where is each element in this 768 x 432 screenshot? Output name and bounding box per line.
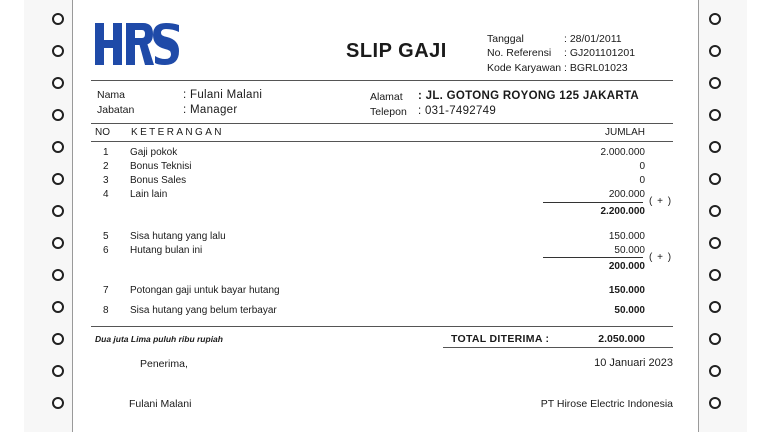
row-desc: Lain lain	[130, 189, 168, 200]
row-desc: Gaji pokok	[130, 147, 178, 158]
nama-label: Nama	[97, 89, 126, 101]
feed-hole	[52, 397, 64, 409]
feed-hole	[709, 45, 721, 57]
row-no: 4	[103, 189, 109, 200]
feed-hole	[52, 45, 64, 57]
receiver-name: Fulani Malani	[129, 398, 192, 410]
right-feed-strip	[698, 0, 747, 432]
feed-hole	[52, 365, 64, 377]
feed-hole	[709, 237, 721, 249]
row-no: 8	[103, 305, 109, 316]
feed-hole	[709, 77, 721, 89]
alamat-label: Alamat	[370, 91, 403, 103]
plus-mark: ( + )	[649, 196, 673, 207]
row-no: 3	[103, 175, 109, 186]
row-desc: Sisa hutang yang belum terbayar	[130, 305, 277, 316]
feed-hole	[52, 205, 64, 217]
row-amount: 50.000	[614, 245, 645, 256]
feed-hole	[52, 109, 64, 121]
feed-hole	[709, 109, 721, 121]
meta-label: No. Referensi	[487, 47, 552, 59]
feed-hole	[52, 237, 64, 249]
feed-hole	[709, 141, 721, 153]
jabatan-label: Jabatan	[97, 104, 135, 116]
feed-hole	[709, 13, 721, 25]
row-amount: 200.000	[608, 189, 645, 200]
feed-hole	[52, 173, 64, 185]
row-desc: Sisa hutang yang lalu	[130, 231, 226, 242]
divider	[91, 326, 673, 327]
total-label: TOTAL DITERIMA :	[451, 333, 550, 345]
meta-label: Kode Karyawan	[487, 62, 562, 74]
subtotal-amount: 2.200.000	[600, 206, 645, 217]
plus-mark: ( + )	[649, 252, 673, 263]
feed-hole	[709, 397, 721, 409]
page-title: SLIP GAJI	[346, 40, 447, 62]
feed-hole	[52, 301, 64, 313]
row-no: 6	[103, 245, 109, 256]
feed-hole	[709, 365, 721, 377]
jabatan-value: : Manager	[183, 104, 238, 116]
row-desc: Potongan gaji untuk bayar hutang	[130, 285, 280, 296]
feed-hole	[52, 13, 64, 25]
row-no: 2	[103, 161, 109, 172]
row-desc: Bonus Sales	[130, 175, 187, 186]
company-name: PT Hirose Electric Indonesia	[540, 398, 673, 410]
divider	[91, 123, 673, 124]
feed-hole	[52, 77, 64, 89]
nama-value: : Fulani Malani	[183, 89, 263, 101]
divider	[91, 141, 673, 142]
col-keterangan: KETERANGAN	[131, 127, 224, 138]
col-jumlah: JUMLAH	[604, 127, 645, 138]
feed-hole	[709, 173, 721, 185]
meta-value: : BGRL01023	[564, 62, 628, 74]
row-amount: 0	[639, 161, 645, 172]
alamat-value: : JL. GOTONG ROYONG 125 JAKARTA	[418, 90, 640, 102]
feed-hole	[52, 269, 64, 281]
feed-hole	[52, 141, 64, 153]
telepon-value: : 031-7492749	[418, 105, 497, 117]
row-desc: Bonus Teknisi	[130, 161, 192, 172]
feed-hole	[709, 301, 721, 313]
feed-hole	[709, 205, 721, 217]
left-feed-strip	[24, 0, 73, 432]
row-no: 7	[103, 285, 109, 296]
row-amount: 0	[639, 175, 645, 186]
meta-value: : 28/01/2011	[564, 33, 622, 45]
telepon-label: Telepon	[370, 106, 407, 118]
meta-value: : GJ201101201	[564, 47, 636, 59]
subtotal-line	[543, 202, 643, 203]
row-desc: Hutang bulan ini	[130, 245, 203, 256]
row-amount: 150.000	[608, 231, 645, 242]
penerima-label: Penerima,	[140, 358, 188, 370]
amount-in-words: Dua juta Lima puluh ribu rupiah	[95, 334, 223, 344]
signature-date: 10 Januari 2023	[594, 357, 673, 369]
row-no: 5	[103, 231, 109, 242]
row-amount: 2.000.000	[600, 147, 645, 158]
subtotal-line	[543, 257, 643, 258]
feed-hole	[709, 333, 721, 345]
salary-slip	[73, 0, 697, 432]
subtotal-amount: 200.000	[608, 261, 645, 272]
meta-label: Tanggal	[487, 33, 524, 45]
row-amount: 150.000	[608, 285, 645, 296]
hrs-logo	[95, 21, 179, 67]
col-no: NO	[95, 127, 110, 138]
row-no: 1	[103, 147, 109, 158]
divider	[91, 80, 673, 81]
feed-hole	[52, 333, 64, 345]
feed-hole	[709, 269, 721, 281]
total-value: 2.050.000	[598, 333, 645, 345]
total-underline	[443, 347, 673, 348]
row-amount: 50.000	[614, 305, 645, 316]
